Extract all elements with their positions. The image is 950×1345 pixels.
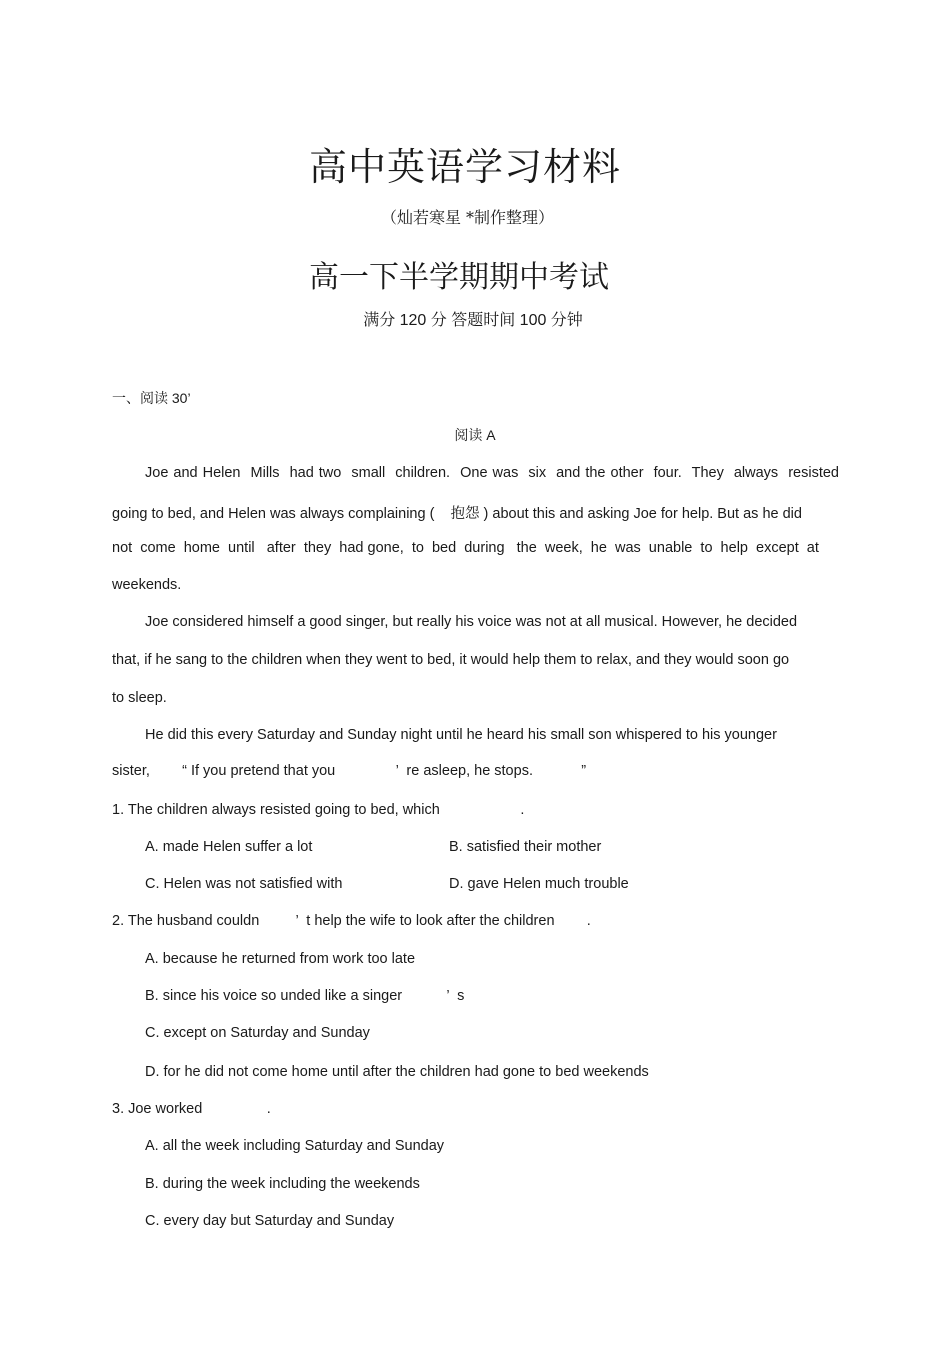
passage-line: not come home until after they had gone, to bed during the week, he was unable to help except at [112,540,819,556]
passage-line: He did this every Saturday and Sunday night until he heard his small son whispered to his younger [145,727,777,743]
question-stem: 2. The husband couldn ’ t help the wife to look after the children . [112,913,591,929]
passage-line: Joe considered himself a good singer, but really his voice was not at all musical. However, he decided [145,614,798,630]
passage-line: to sleep. [112,690,167,706]
answer-option: B. during the week including the weekends [145,1176,420,1192]
passage-line: Joe and Helen Mills had two small children. One was six and the other four. They always resisted [145,465,839,481]
answer-option: C. Helen was not satisfied with [145,876,343,892]
subtitle: （灿若寒星 *制作整理） [380,208,555,227]
answer-option: D. gave Helen much trouble [449,876,629,892]
question-stem: 1. The children always resisted going to bed, which . [112,802,525,818]
reading-title: 阅读 A [454,427,496,443]
passage-line: weekends. [112,577,182,593]
question-stem: 3. Joe worked . [112,1101,271,1117]
passage-line: that, if he sang to the children when they went to bed, it would help them to relax, and they would soon go [112,652,790,668]
answer-option: D. for he did not come home until after the children had gone to bed weekends [145,1064,649,1080]
answer-option: C. except on Saturday and Sunday [145,1025,370,1041]
answer-option: B. satisfied their mother [449,839,602,855]
exam-info: 满分 120 分 答题时间 100 分钟 [363,312,583,329]
answer-option: A. made Helen suffer a lot [145,839,313,855]
exam-title: 高一下半学期期中考试 [309,260,609,295]
answer-option: C. every day but Saturday and Sunday [145,1213,395,1229]
answer-option: A. because he returned from work too late [145,951,416,967]
answer-option: A. all the week including Saturday and Sunday [145,1138,445,1154]
answer-option: B. since his voice so unded like a singer ’ s [145,988,465,1004]
main-title: 高中英语学习材料 [308,145,621,189]
passage-line: going to bed, and Helen was always complaining ( 抱怨 ) about this and asking Joe for help. But as he did [112,506,802,522]
section-heading: 一、阅读 30’ [112,390,191,406]
passage-line: sister, “ If you pretend that you ’ re asleep, he stops. ” [112,763,587,779]
